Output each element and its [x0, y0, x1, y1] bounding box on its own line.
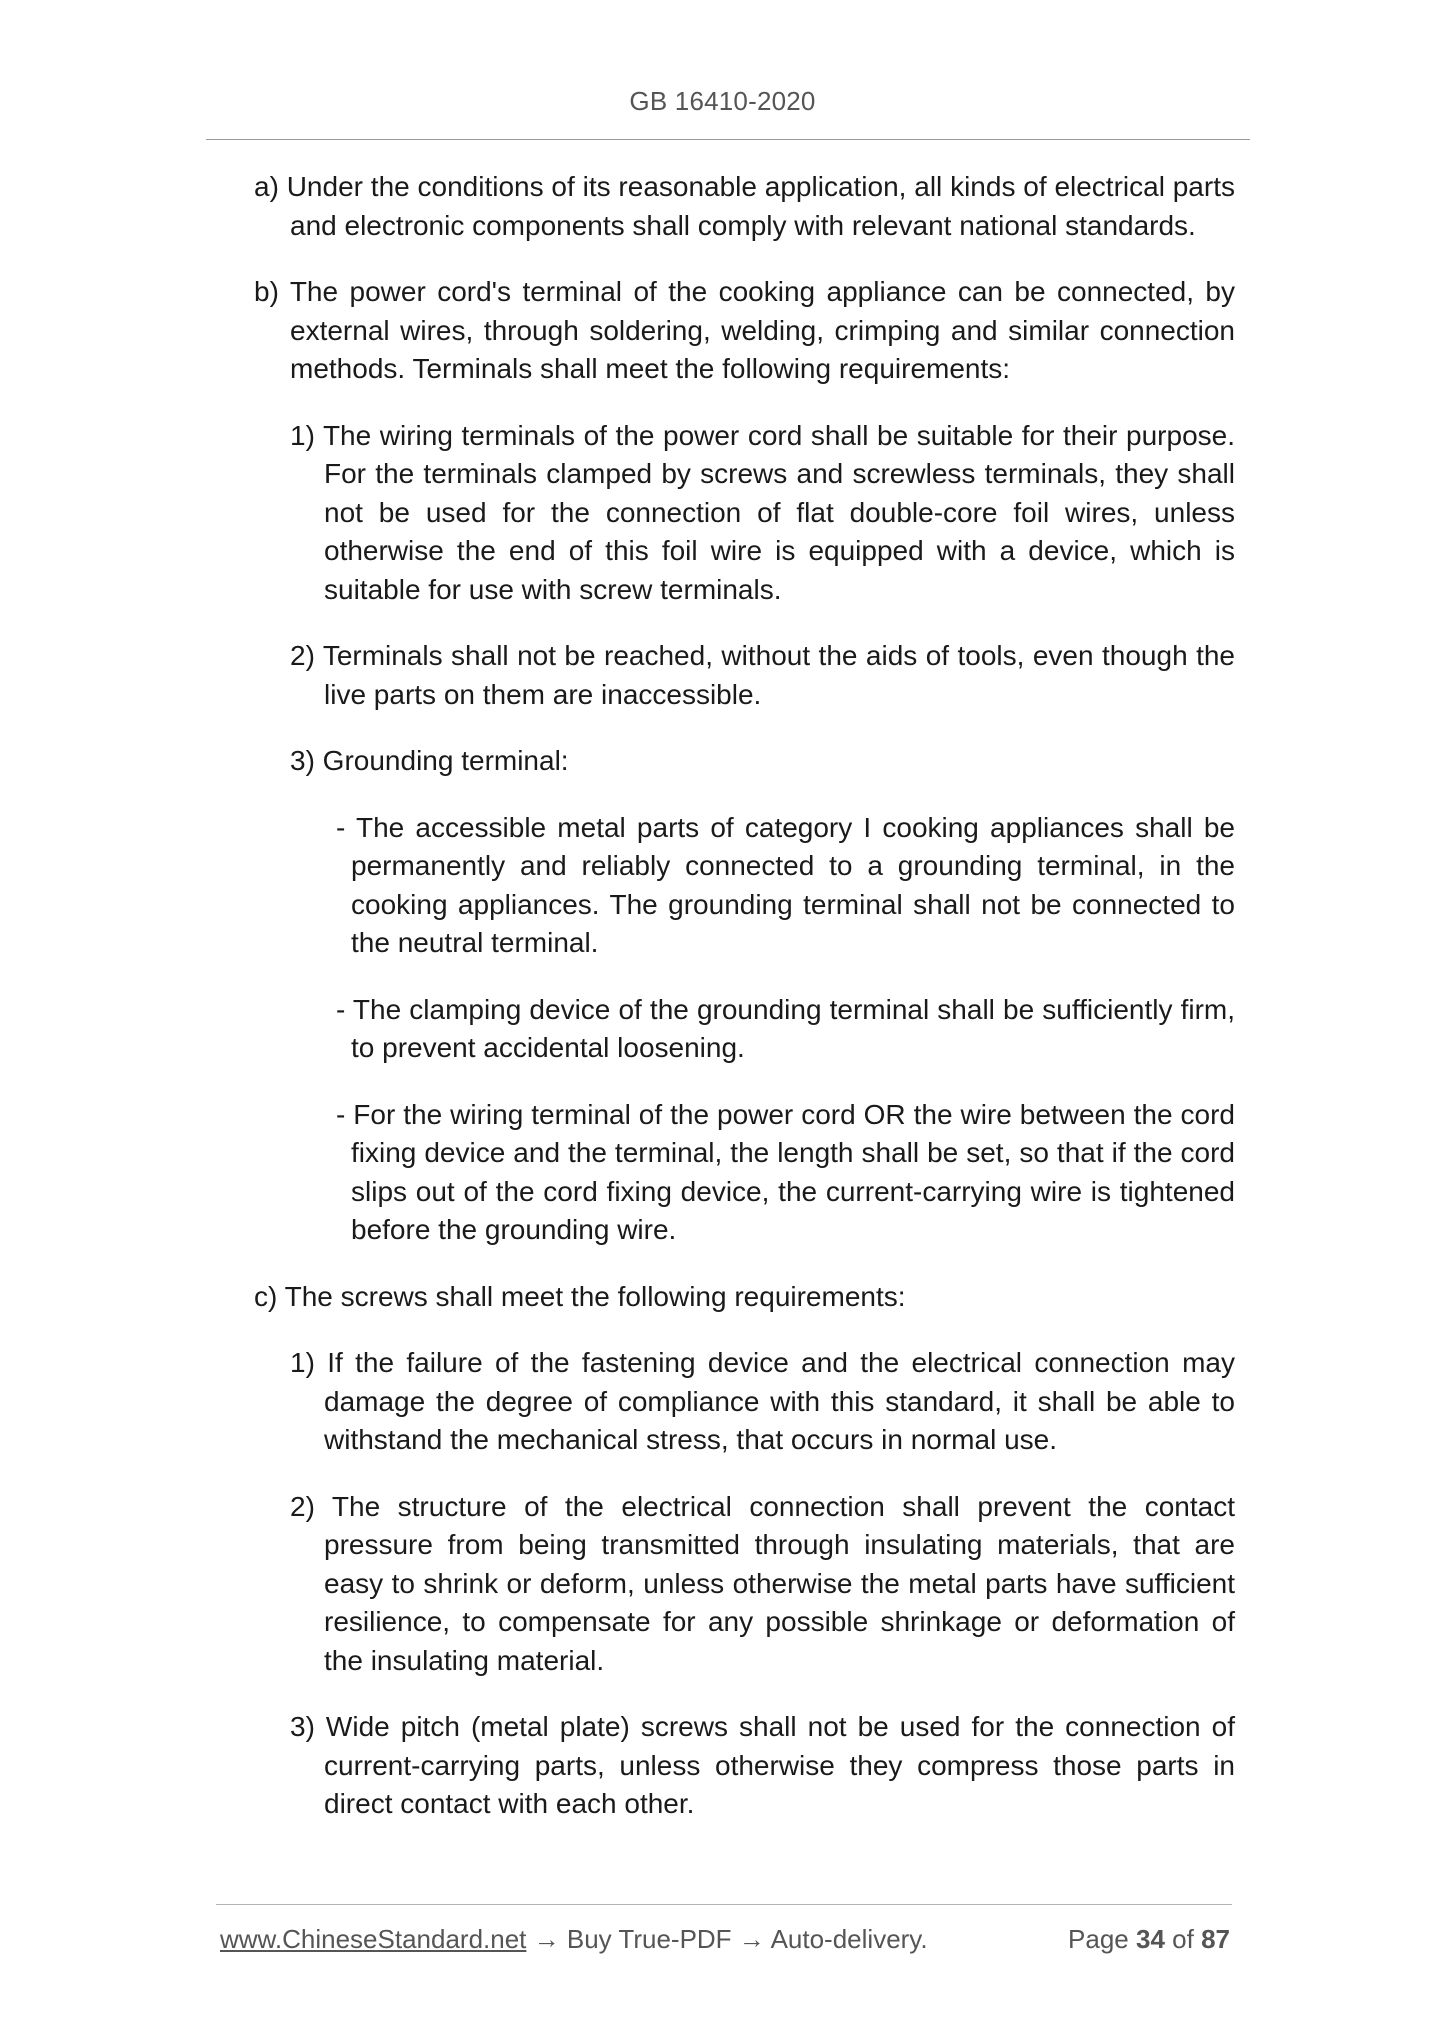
document-standard-number: GB 16410-2020: [629, 86, 816, 116]
clause-b-1: 1) The wiring terminals of the power cord shall be suitable for their purpose. For the terminals clamped by screws and screwless terminals, they shall not be used for the connection of flat double-core foil wires, unless otherwise the end of this foil wire is equipped with a device, which is suitable for use with screw terminals.: [290, 419, 1235, 605]
total-pages-number: 87: [1201, 1924, 1230, 1954]
clause-b-3-dash-1: - The accessible metal parts of category I cooking appliances shall be permanently and reliably connected to a grounding terminal, in the cooking appliances. The grounding terminal shall not be connected to the neutral terminal.: [336, 811, 1235, 958]
footer-divider: [216, 1904, 1232, 1905]
clause-b-2: 2) Terminals shall not be reached, without the aids of tools, even though the live parts on them are inaccessible.: [290, 640, 1235, 710]
header-divider: [206, 139, 1250, 140]
clause-b-3-dash-3: - For the wiring terminal of the power cord OR the wire between the cord fixing device and the terminal, the length shall be set, so that if the cord slips out of the cord fixing device, the current-carrying wire is tightened before the grounding wire.: [336, 1098, 1235, 1245]
document-body: [0, 168, 1445, 1824]
clause-c: c) The screws shall meet the following requirements:: [254, 1280, 906, 1312]
clause-c-1: 1) If the failure of the fastening device and the electrical connection may damage the degree of compliance with this standard, it shall be able to withstand the mechanical stress, that occurs in normal use.: [290, 1347, 1235, 1455]
footer-promo: [220, 1924, 928, 1955]
website-link[interactable]: www.ChineseStandard.net: [220, 1924, 527, 1954]
clause-a: a) Under the conditions of its reasonable application, all kinds of electrical parts and electronic components shall comply with relevant national standards.: [254, 171, 1235, 241]
footer-promo-text: → Buy True-PDF → Auto-delivery.: [526, 1924, 928, 1954]
page-footer: [220, 1924, 1230, 1958]
page-indicator: [1068, 1924, 1230, 1955]
clause-c-3: 3) Wide pitch (metal plate) screws shall not be used for the connection of current-carrying parts, unless otherwise they compress those parts in direct contact with each other.: [290, 1711, 1235, 1819]
clause-b: b) The power cord's terminal of the cooking appliance can be connected, by external wires, through soldering, welding, crimping and similar connection methods. Terminals shall meet the following requirements:: [254, 276, 1235, 384]
clause-b-3: 3) Grounding terminal:: [290, 745, 569, 776]
current-page-number: 34: [1136, 1924, 1165, 1954]
page-label: Page: [1068, 1924, 1129, 1954]
of-label: of: [1172, 1924, 1194, 1954]
clause-c-2: 2) The structure of the electrical connection shall prevent the contact pressure from being transmitted through insulating materials, that are easy to shrink or deform, unless otherwise the metal parts have sufficient resilience, to compensate for any possible shrinkage or deformation of the insulating material.: [290, 1490, 1235, 1676]
clause-b-3-dash-2: - The clamping device of the grounding terminal shall be sufficiently firm, to prevent accidental loosening.: [336, 993, 1235, 1063]
